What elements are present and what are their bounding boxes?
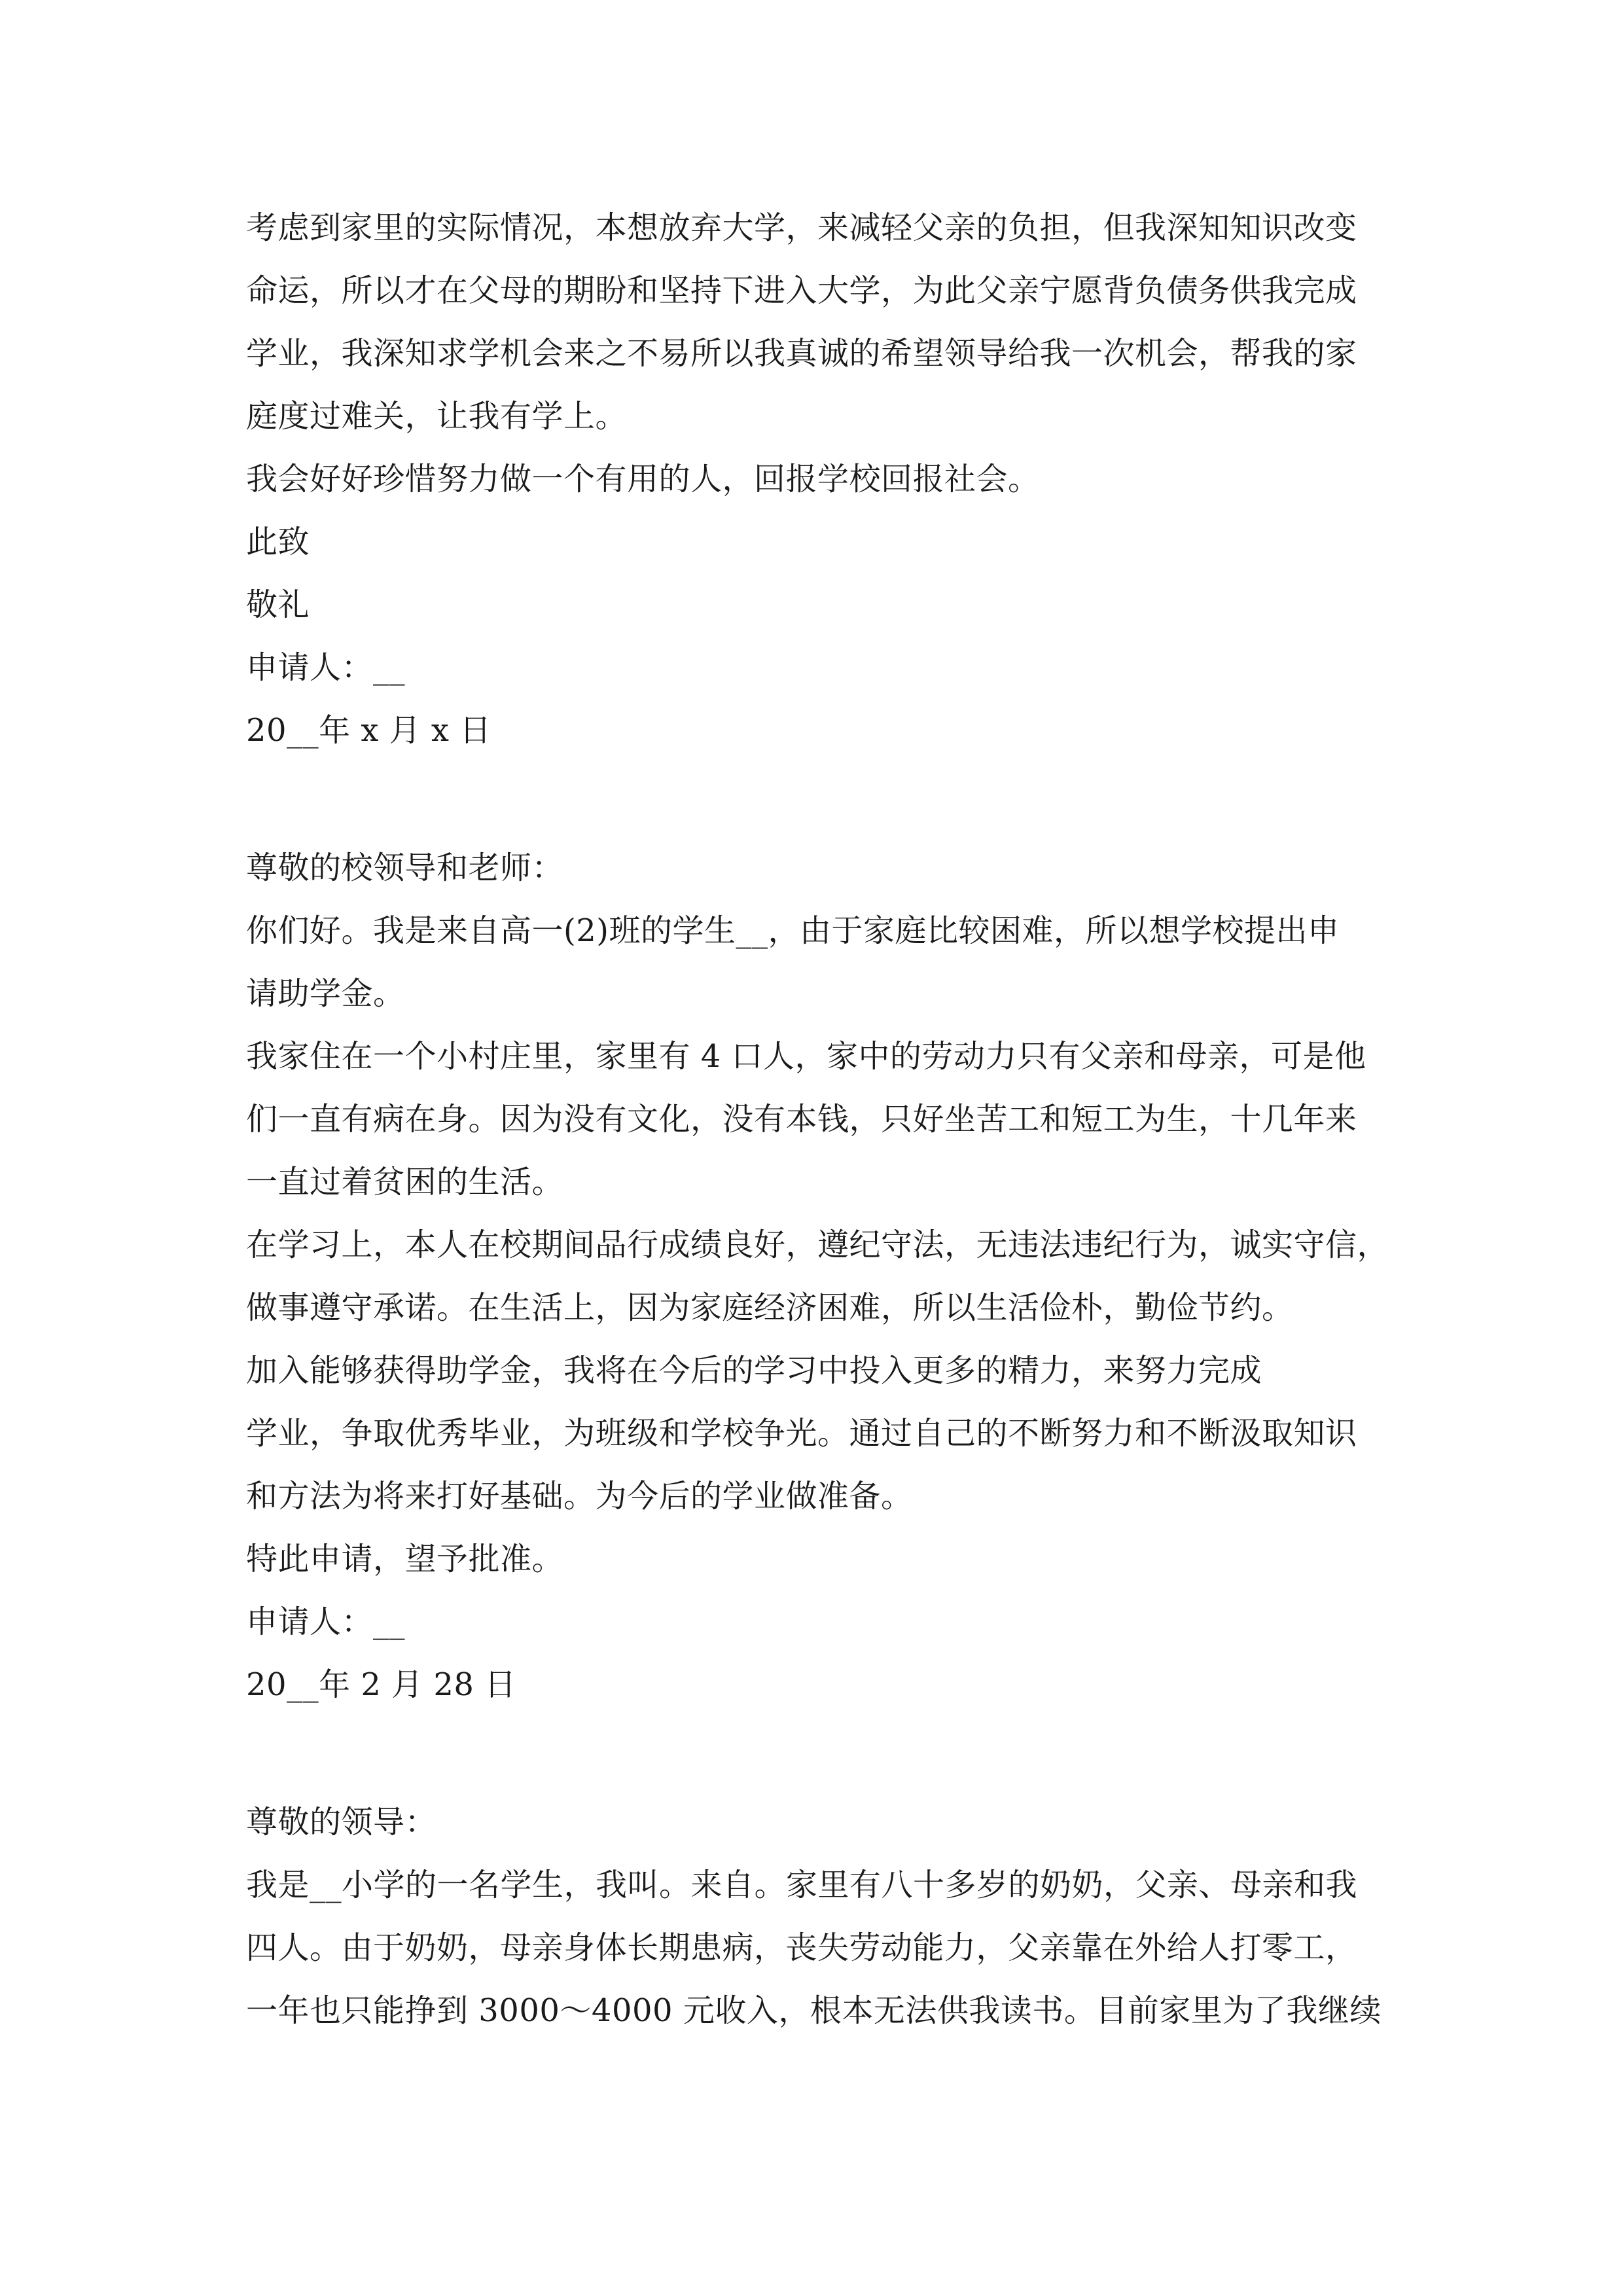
- text-line: 考虑到家里的实际情况，本想放弃大学，来减轻父亲的负担，但我深知知识改变: [246, 209, 1357, 246]
- text-line: 一直过着贫困的生活。: [246, 1164, 564, 1200]
- applicant-signature: 申请人：__: [246, 649, 406, 686]
- closing-regards: 敬礼: [246, 586, 310, 623]
- text-line: 在学习上，本人在校期间品行成绩良好，遵纪守法，无违法违纪行为，诚实守信，: [246, 1227, 1389, 1263]
- applicant-signature: 申请人：__: [246, 1604, 406, 1640]
- text-line: 我会好好珍惜努力做一个有用的人，回报学校回报社会。: [246, 461, 1040, 497]
- text-line: 们一直有病在身。因为没有文化，没有本钱，只好坐苦工和短工为生，十几年来: [246, 1101, 1357, 1138]
- text-line: 请助学金。: [246, 975, 405, 1012]
- text-line: 一年也只能挣到 3000～4000 元收入，根本无法供我读书。目前家里为了我继续: [246, 1992, 1382, 2029]
- text-line: 特此申请，望予批准。: [246, 1541, 564, 1577]
- text-line: 我是__小学的一名学生，我叫。来自。家里有八十多岁的奶奶，父亲、母亲和我: [246, 1867, 1358, 1903]
- text-line: 和方法为将来打好基础。为今后的学业做准备。: [246, 1478, 913, 1515]
- text-line: 学业，争取优秀毕业，为班级和学校争光。通过自己的不断努力和不断汲取知识: [246, 1415, 1357, 1452]
- text-line: 学业，我深知求学机会来之不易所以我真诚的希望领导给我一次机会，帮我的家: [246, 335, 1357, 372]
- text-line: 我家住在一个小村庄里，家里有 4 口人，家中的劳动力只有父亲和母亲，可是他: [246, 1038, 1366, 1075]
- letter-greeting: 尊敬的领导：: [246, 1804, 437, 1840]
- letter-date: 20__年 x 月 x 日: [246, 712, 491, 749]
- text-line: 四人。由于奶奶，母亲身体长期患病，丧失劳动能力，父亲靠在外给人打零工，: [246, 1929, 1357, 1966]
- text-line: 加入能够获得助学金，我将在今后的学习中投入更多的精力，来努力完成: [246, 1352, 1262, 1389]
- letter-date: 20__年 2 月 28 日: [246, 1666, 516, 1703]
- text-line: 做事遵守承诺。在生活上，因为家庭经济困难，所以生活俭朴，勤俭节约。: [246, 1289, 1294, 1326]
- closing-salutation: 此致: [246, 524, 310, 560]
- text-line: 你们好。我是来自高一(2)班的学生__，由于家庭比较困难，所以想学校提出申: [246, 912, 1340, 949]
- text-line: 命运，所以才在父母的期盼和坚持下进入大学，为此父亲宁愿背负债务供我完成: [246, 272, 1357, 309]
- text-line: 庭度过难关，让我有学上。: [246, 398, 628, 435]
- letter-greeting: 尊敬的校领导和老师：: [246, 850, 564, 886]
